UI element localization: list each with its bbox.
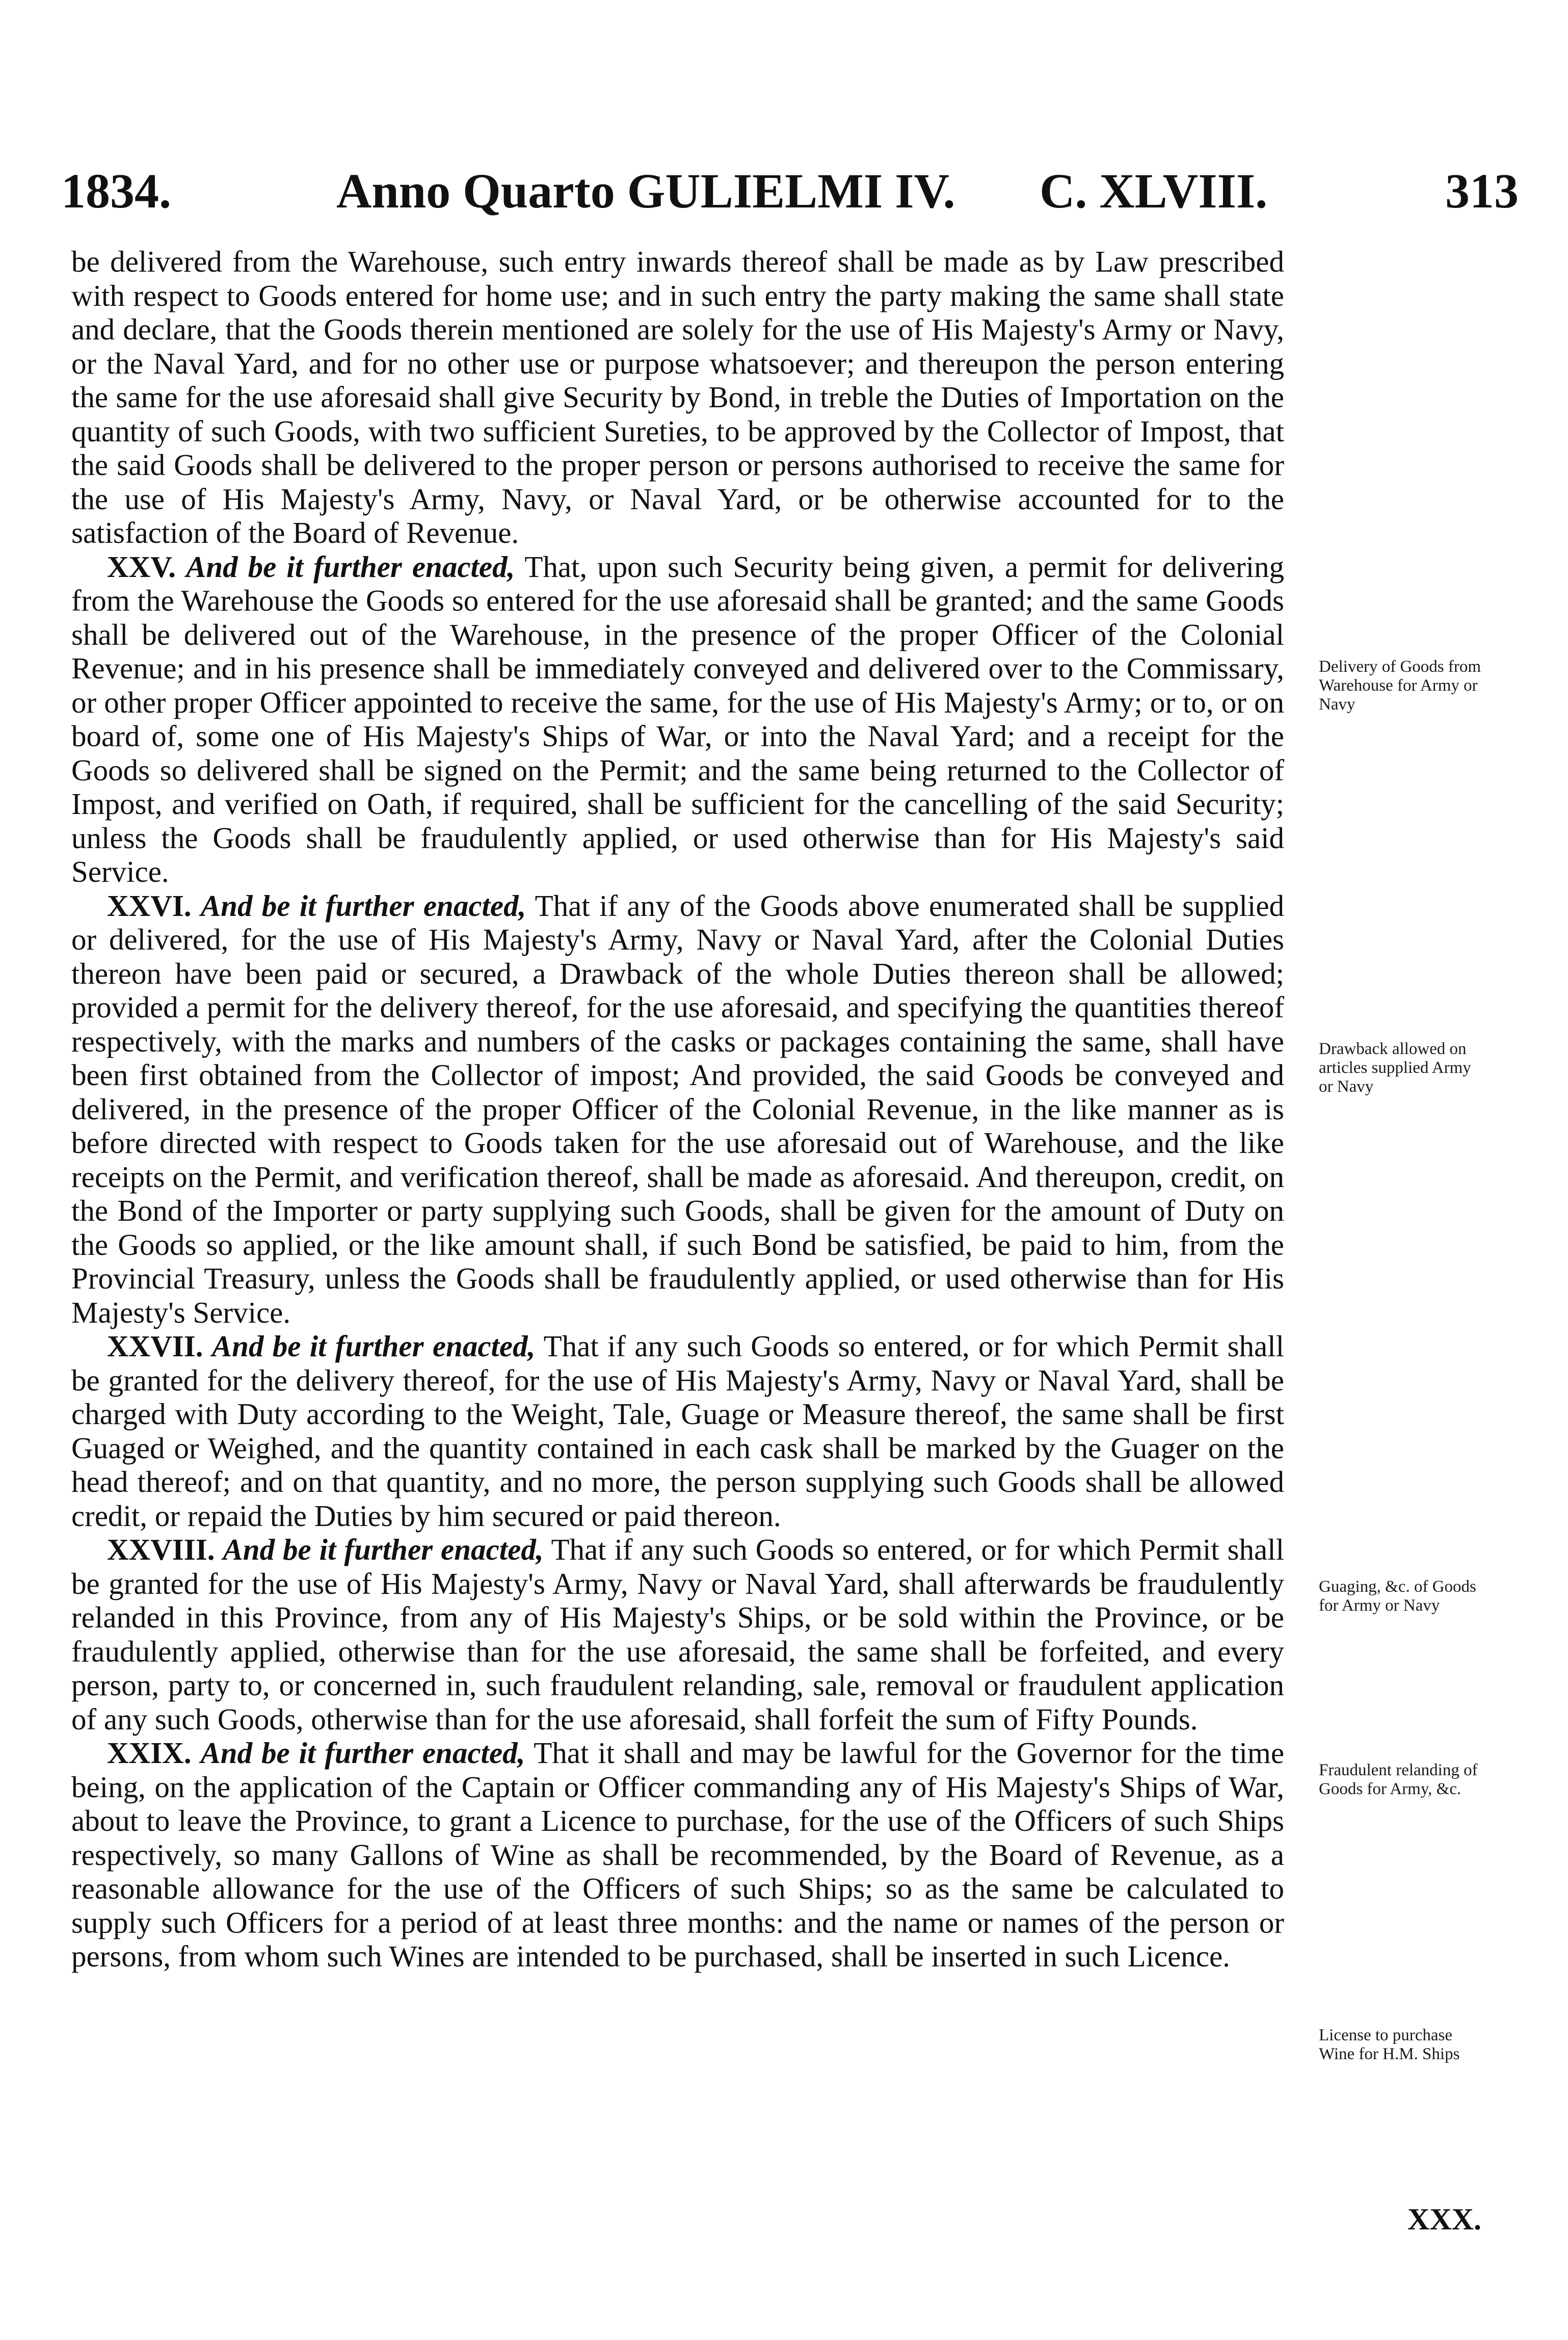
section-number: XXVII. — [107, 1329, 203, 1363]
enacting-clause: And be it further enacted, — [200, 888, 526, 923]
enacting-clause: And be it further enacted, — [223, 1533, 544, 1566]
margin-note-wine-licence: License to purchase Wine for H.M. Ships — [1319, 2026, 1460, 2063]
section-number: XXIX. — [107, 1736, 192, 1770]
page-number: 313 — [1445, 164, 1519, 218]
running-head — [61, 163, 1519, 224]
section-text: That, upon such Security being given, a permit for delivering from the Warehouse the Goods so entered for the use aforesaid shall be granted; and the same Goods shall be delivered out of the Warehouse, in the presence of the proper Officer of the Colonial Revenue; and in his presence shall be immediately conveyed and delivered over to the Commissary, or other proper Officer appointed to receive the same, for the use of His Majesty's Army; or to, or on board of, some one of His Majesty's Ships of War, or into the Naval Yard; and a receipt for the Goods so delivered shall be signed on the Permit; and the same being returned to the Collector of Impost, and verified on Oath, if required, shall be sufficient for the cancelling of the said Security; unless the Goods shall be fraudulently applied, or used otherwise than for His Majesty's said Service. — [71, 549, 1284, 888]
enacting-clause: And be it further enacted, — [200, 1736, 525, 1770]
section-xxix — [71, 1736, 1284, 1974]
section-xxviii — [71, 1533, 1284, 1736]
margin-note-delivery: Delivery of Goods from Warehouse for Army or Navy — [1319, 658, 1481, 714]
catchword: XXX. — [1407, 2202, 1481, 2236]
section-number: XXV. — [107, 549, 176, 584]
header-title: Anno Quarto GULIELMI IV. — [336, 164, 955, 218]
section-text: That if any such Goods so entered, or for which Permit shall be granted for the use of His Majesty's Army, Navy or Naval Yard, shall afterwards be fraudulently relanded in this Province, from any of His Majesty's Ships, or be sold within the Province, or be fraudulently applied, otherwise than for the use aforesaid, the same shall be forfeited, and every person, party to, or concerned in, such fraudulent relanding, sale, removal or fraudulent application of any such Goods, otherwise than for the use aforesaid, shall forfeit the sum of Fifty Pounds. — [71, 1533, 1284, 1736]
margin-note-guaging: Guaging, &c. of Goods for Army or Navy — [1319, 1577, 1476, 1615]
enacting-clause: And be it further enacted, — [185, 549, 515, 584]
header-year: 1834. — [61, 164, 171, 218]
section-number: XXVI. — [107, 888, 192, 923]
margin-note-fraudulent-relanding: Fraudulent relanding of Goods for Army, &c. — [1319, 1761, 1478, 1798]
section-text: That if any of the Goods above enumerated shall be supplied or delivered, for the use of His Majesty's Army, Navy or Naval Yard, after the Colonial Duties thereon have been paid or secured, a Drawback of the whole Duties thereon shall be allowed; provided a permit for the delivery thereof, for the use aforesaid, and specifying the quantities thereof respectively, with the marks and numbers of the casks or packages containing the same, shall have been first obtained from the Collector of impost; And provided, the said Goods be conveyed and delivered, in the presence of the proper Officer of the Colonial Revenue, in the like manner as is before directed with respect to Goods taken for the use aforesaid out of Warehouse, and the like receipts on the Permit, and verification thereof, shall be made as aforesaid. And thereupon, credit, on the Bond of the Importer or party supplying such Goods, shall be given for the amount of Duty on the Goods so applied, or the like amount shall, if such Bond be satisfied, be paid to him, from the Provincial Treasury, unless the Goods shall be fraudulently applied, or used otherwise than for His Majesty's Service. — [71, 888, 1285, 1329]
section-xxvi — [71, 889, 1284, 1330]
enacting-clause: And be it further enacted, — [211, 1329, 536, 1363]
section-xxvii — [71, 1329, 1284, 1533]
body-text — [71, 245, 1284, 1974]
intro-paragraph: be delivered from the Warehouse, such entry inwards thereof shall be made as by Law prescribed with respect to Goods entered for home use; and in such entry the party making the same shall state and declare, that the Goods therein mentioned are solely for the use of His Majesty's Army or Navy, or the Naval Yard, and for no other use or purpose whatsoever; and thereupon the person entering the same for the use aforesaid shall give Security by Bond, in treble the Duties of Importation on the quantity of such Goods, with two sufficient Sureties, to be approved by the Collector of Impost, that the said Goods shall be delivered to the proper person or persons authorised to receive the same for the use of His Majesty's Army, Navy, or Naval Yard, or be otherwise accounted for to the satisfaction of the Board of Revenue. — [71, 245, 1284, 549]
section-number: XXVIII. — [107, 1533, 215, 1566]
margin-note-drawback: Drawback allowed on articles supplied Army or Navy — [1319, 1040, 1471, 1096]
section-xxv — [71, 550, 1284, 889]
section-text: That it shall and may be lawful for the Governor for the time being, on the application of the Captain or Officer commanding any of His Majesty's Ships of War, about to leave the Province, to grant a Licence to purchase, for the use of the Officers of such Ships respectively, so many Gallons of Wine as shall be recommended, by the Board of Revenue, as a reasonable allowance for the use of the Officers of such Ships; so as the same be calculated to supply such Officers for a period of at least three months: and the name or names of the person or persons, from whom such Wines are intended to be purchased, shall be inserted in such Licence. — [71, 1736, 1285, 1973]
section-text: That if any such Goods so entered, or for which Permit shall be granted for the delivery thereof, for the use of His Majesty's Army, Navy or Naval Yard, shall be charged with Duty according to the Weight, Tale, Guage or Measure thereof, the same shall be first Guaged or Weighed, and the quantity contained in each cask shall be marked by the Guager on the head thereof; and on that quantity, and no more, the person supplying such Goods shall be allowed credit, or repaid the Duties by him secured or paid thereon. — [71, 1329, 1285, 1533]
header-chapter: C. XLVIII. — [1040, 164, 1268, 218]
